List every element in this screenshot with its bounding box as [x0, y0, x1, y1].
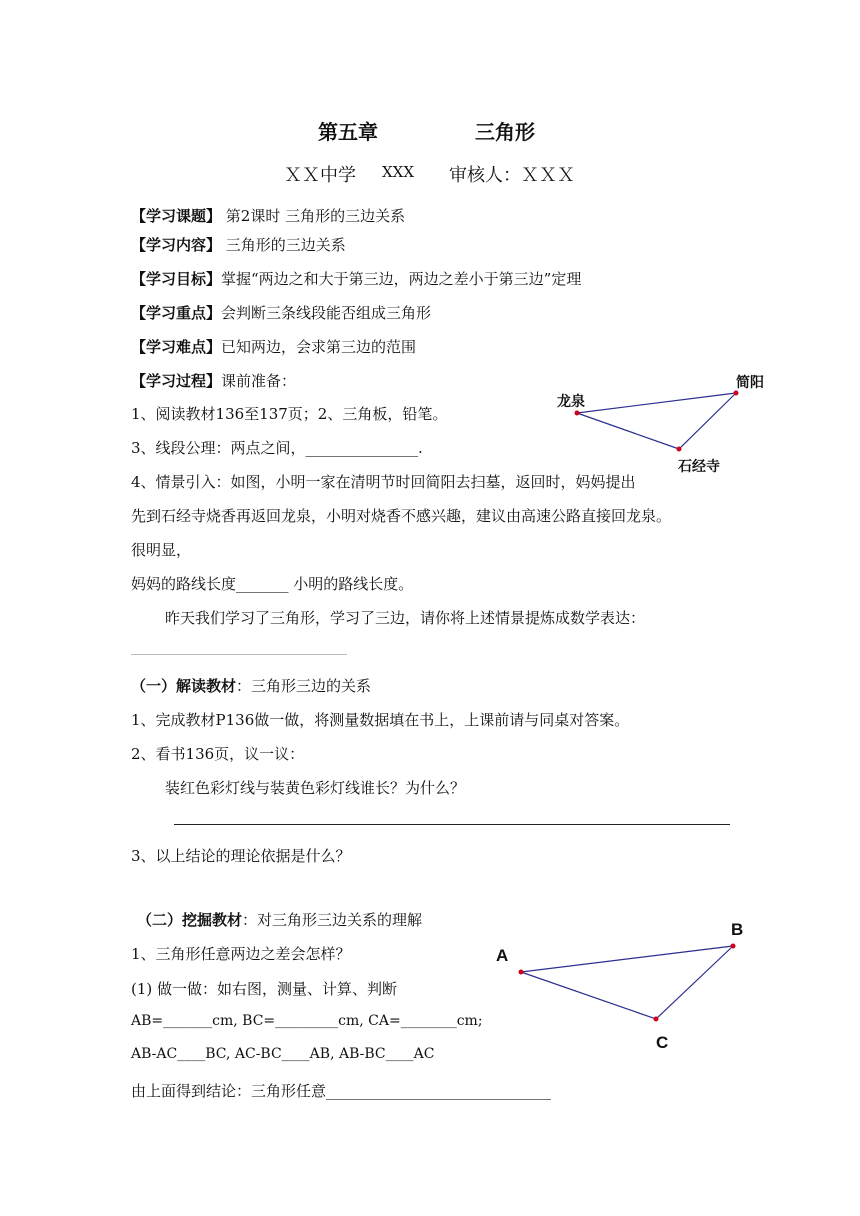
answer-line-2: [174, 824, 730, 825]
prep-item-4c: 很明显，: [131, 541, 192, 559]
prep-item-4a: 4、情景引入：如图，小明一家在清明节时回简阳去扫墓，返回时，妈妈提出: [131, 473, 636, 491]
section1-item-3: 3、以上结论的理论依据是什么？: [131, 847, 351, 865]
info-difficulty: 【学习难点】已知两边，会求第三边的范围: [131, 338, 417, 356]
info-topic: 【学习课题】 第2课时 三角形的三边关系: [131, 207, 406, 225]
section2-step-1: (1) 做一做：如右图，测量、计算、判断: [131, 980, 398, 998]
longquan-point: [575, 411, 580, 416]
compare-line: AB-AC____BC, AC-BC____AB, AB-BC____AC: [131, 1046, 435, 1062]
author-name: XXX: [382, 163, 415, 181]
label-jianyang: 简阳: [736, 375, 764, 391]
prep-item-3: 3、线段公理：两点之间，_______________.: [131, 439, 423, 457]
label-shijingsi: 石经寺: [678, 459, 720, 475]
route-triangle: [577, 393, 736, 449]
info-process: 【学习过程】课前准备：: [131, 372, 297, 390]
section2-title: （二）挖掘教材：对三角形三边关系的理解: [137, 911, 423, 929]
measure-line: AB=_______cm, BC=_________cm, CA=________cm;: [131, 1013, 483, 1029]
prep-item-4d: 妈妈的路线长度_______ 小明的路线长度。: [131, 575, 414, 593]
label-longquan: 龙泉: [557, 394, 585, 410]
section1-title: （一）解读教材：三角形三边的关系: [131, 677, 372, 695]
chapter-title: 第五章: [318, 120, 378, 144]
topic-title: 三角形: [475, 120, 535, 144]
prep-item-4b: 先到石经寺烧香再返回龙泉，小明对烧香不感兴趣，建议由高速公路直接回龙泉。: [131, 507, 672, 525]
conclusion-line: 由上面得到结论：三角形任意______________________________: [131, 1082, 552, 1100]
info-key-point: 【学习重点】会判断三条线段能否组成三角形: [131, 304, 432, 322]
prep-item-1: 1、阅读教材136至137页；2、三角板，铅笔。: [131, 405, 448, 423]
answer-line-1: [131, 654, 347, 655]
shijingsi-point: [677, 447, 682, 452]
point-a: [519, 970, 524, 975]
triangle-abc-diagram: [500, 930, 760, 1040]
triangle-abc: [521, 946, 733, 1019]
label-a: A: [496, 946, 509, 965]
school-name: ＸＸ中学: [284, 165, 356, 186]
section1-item-2: 2、看书136页，议一议：: [131, 745, 305, 763]
info-goal: 【学习目标】掌握“两边之和大于第三边，两边之差小于第三边”定理: [131, 270, 582, 288]
reviewer: 审核人：ＸＸＸ: [449, 165, 575, 186]
section1-question: 装红色彩灯线与装黄色彩灯线谁长？为什么？: [165, 779, 466, 797]
label-c: C: [656, 1033, 669, 1052]
point-c: [654, 1017, 659, 1022]
prep-item-4e: 昨天我们学习了三角形，学习了三边，请你将上述情景提炼成数学表达：: [165, 609, 646, 627]
section2-item-1: 1、三角形任意两边之差会怎样？: [131, 945, 351, 963]
section1-item-1: 1、完成教材P136做一做，将测量数据填在书上，上课前请与同桌对答案。: [131, 711, 630, 729]
point-b: [731, 944, 736, 949]
info-content: 【学习内容】 三角形的三边关系: [131, 236, 346, 254]
label-b: B: [731, 920, 744, 939]
